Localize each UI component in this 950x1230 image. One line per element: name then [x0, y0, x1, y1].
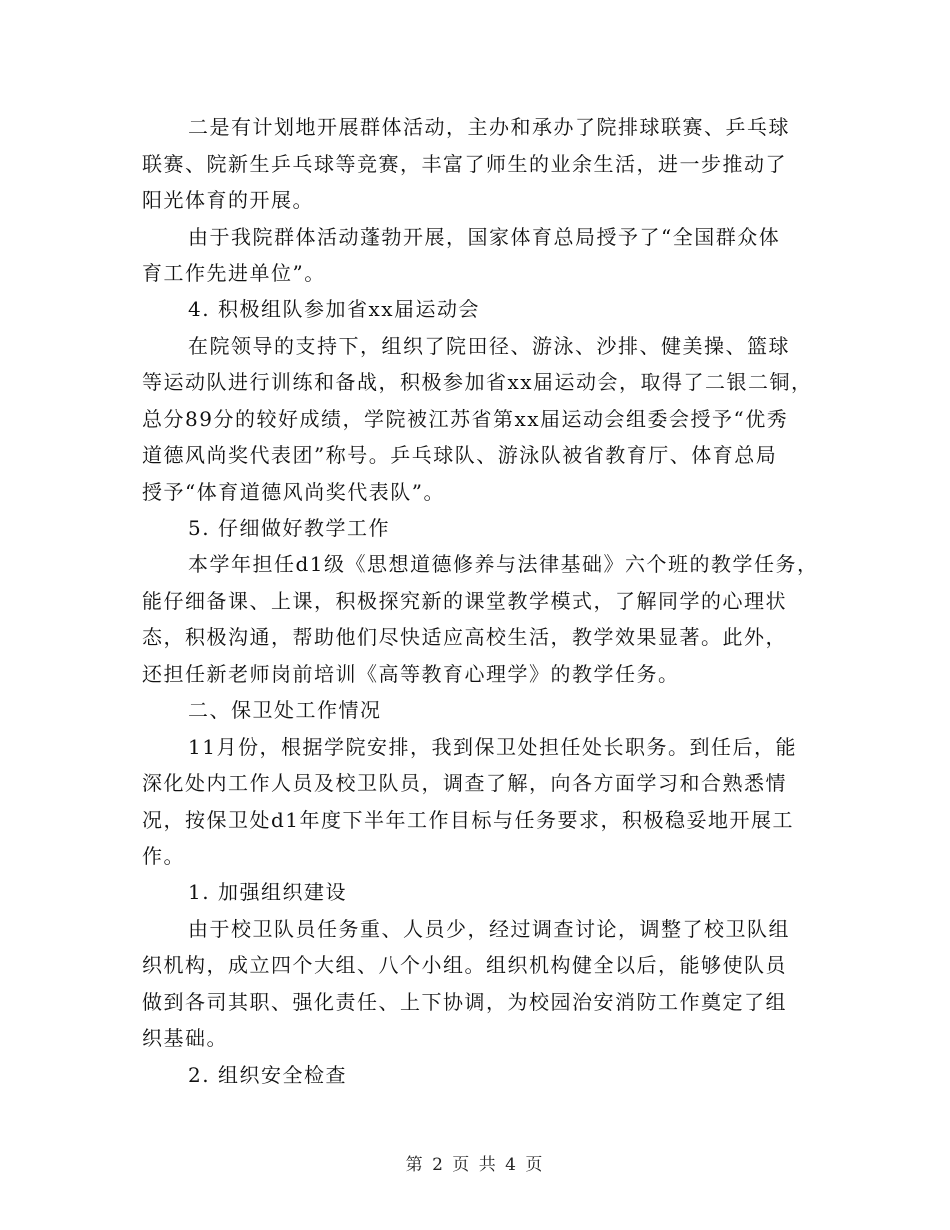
- text-line: 联赛、院新生乒乓球等竞赛，丰富了师生的业余生活，进一步推动了: [142, 152, 787, 176]
- text-line: 授予“体育道德风尚奖代表队”。: [142, 480, 445, 504]
- text-line: 二是有计划地开展群体活动，主办和承办了院排球联赛、乒乓球: [188, 115, 790, 139]
- text-line: 总分89分的较好成绩，学院被江苏省第xx届运动会组委会授予“优秀: [142, 407, 789, 431]
- text-line: 深化处内工作人员及校卫队员，调查了解，向各方面学习和合熟悉情: [142, 771, 787, 795]
- section-heading: 2. 组织安全检查: [188, 1063, 347, 1087]
- text-line: 阳光体育的开展。: [142, 188, 314, 212]
- text-line: 织基础。: [142, 1026, 228, 1050]
- section-heading: 二、保卫处工作情况: [188, 698, 382, 722]
- text-line: 况，按保卫处d1年度下半年工作目标与任务要求，积极稳妥地开展工: [142, 808, 795, 832]
- text-line: 由于我院群体活动蓬勃开展，国家体育总局授予了“全国群众体: [188, 225, 781, 249]
- section-heading: 1. 加强组织建设: [188, 880, 347, 904]
- text-line: 态，积极沟通，帮助他们尽快适应高校生活，教学效果显著。此外，: [142, 625, 787, 649]
- text-line: 由于校卫队员任务重、人员少，经过调查讨论，调整了校卫队组: [188, 917, 790, 941]
- text-line: 做到各司其职、强化责任、上下协调，为校园治安消防工作奠定了组: [142, 990, 787, 1014]
- text-line: 本学年担任d1级《思想道德修养与法律基础》六个班的教学任务，: [188, 552, 819, 576]
- section-heading: 4. 积极组队参加省xx届运动会: [188, 297, 480, 321]
- text-line: 织机构，成立四个大组、八个小组。组织机构健全以后，能够使队员: [142, 953, 787, 977]
- text-line: 还担任新老师岗前培训《高等教育心理学》的教学任务。: [142, 662, 680, 686]
- page-number-footer: 第 2 页 共 4 页: [405, 1155, 545, 1175]
- text-line: 道德风尚奖代表团”称号。乒乓球队、游泳队被省教育厅、体育总局: [142, 443, 778, 467]
- text-line: 育工作先进单位”。: [142, 261, 326, 285]
- section-heading: 5. 仔细做好教学工作: [188, 516, 390, 540]
- text-line: 能仔细备课、上课，积极探究新的课堂教学模式，了解同学的心理状: [142, 589, 787, 613]
- text-line: 在院领导的支持下，组织了院田径、游泳、沙排、健美操、篮球: [188, 334, 790, 358]
- text-line: 等运动队进行训练和备战，积极参加省xx届运动会，取得了二银二铜，: [142, 370, 813, 394]
- text-line: 11月份，根据学院安排，我到保卫处担任处长职务。到任后，能: [188, 735, 797, 759]
- text-line: 作。: [142, 844, 185, 868]
